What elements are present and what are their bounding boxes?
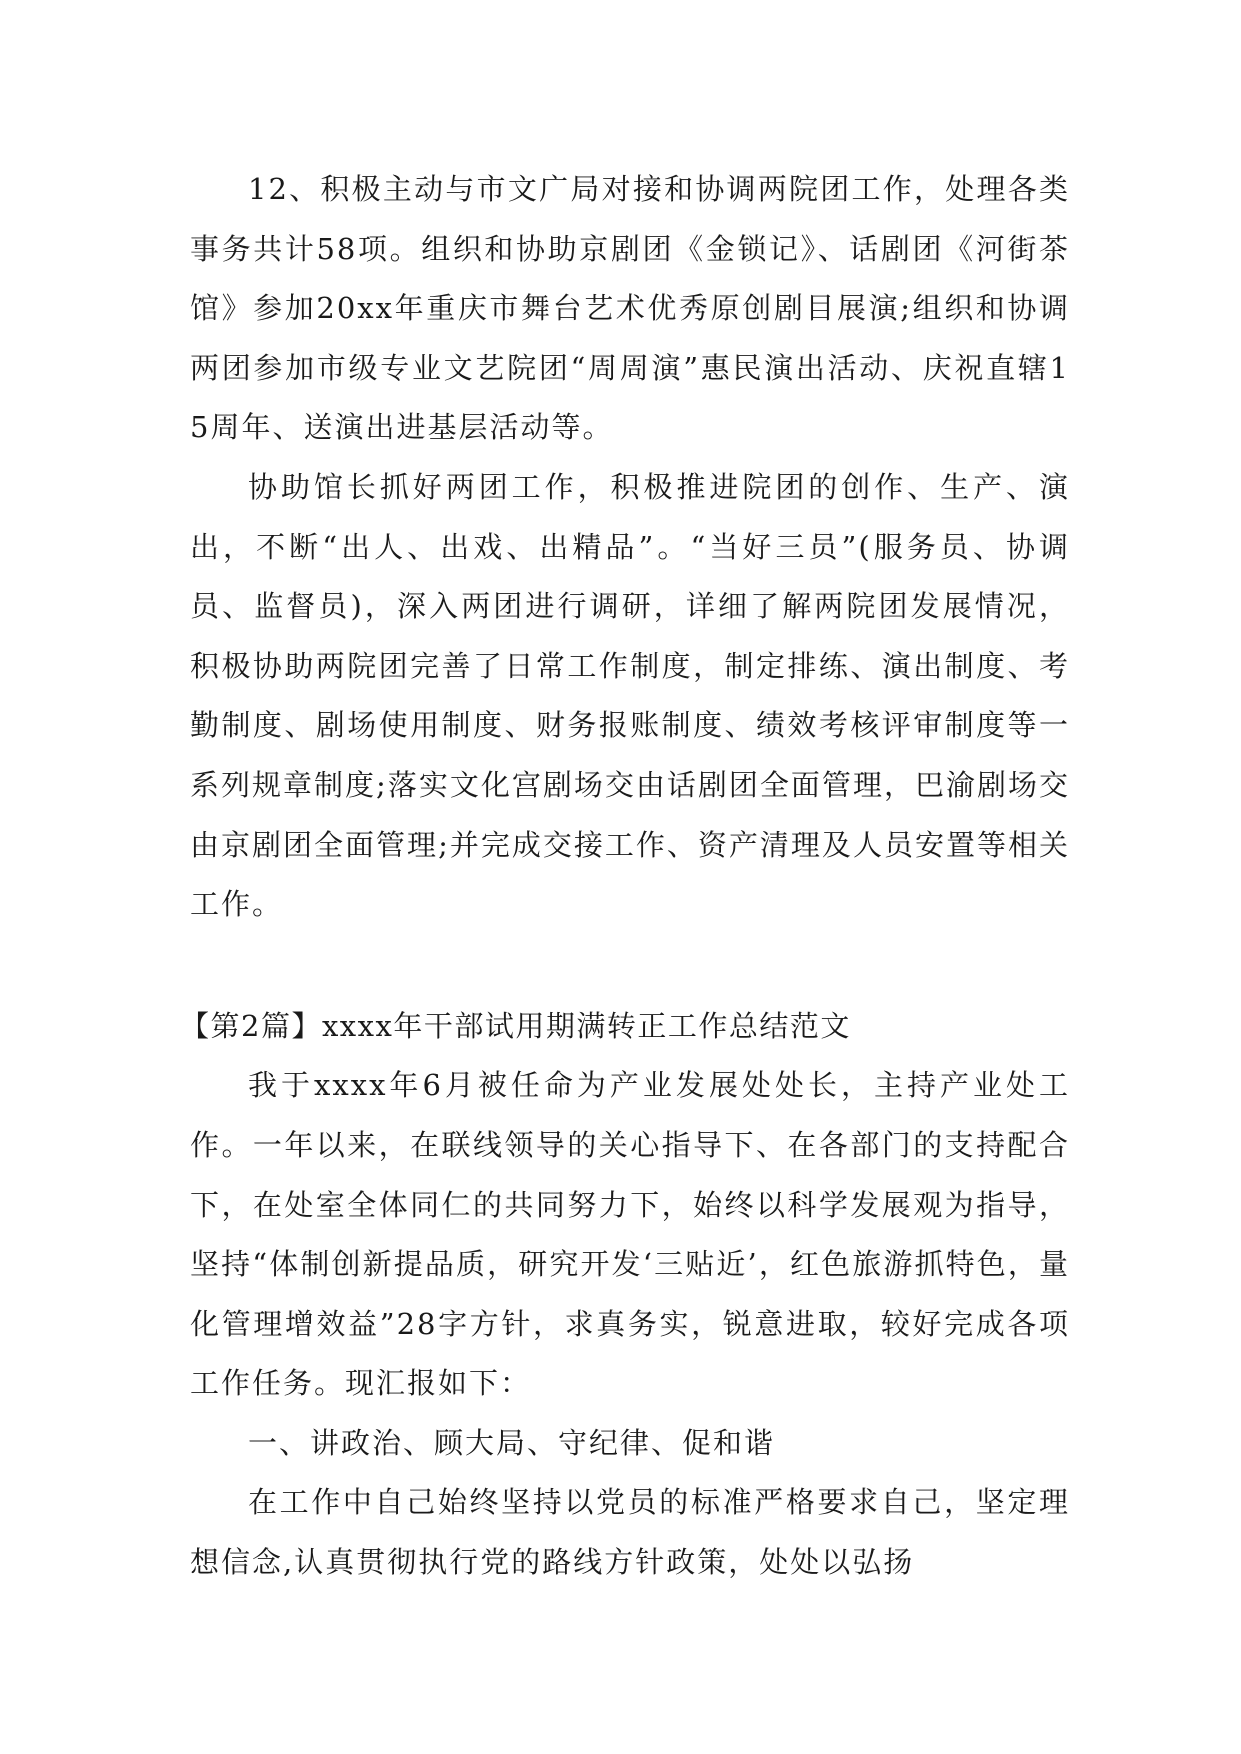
paragraph-intro: 我于xxxx年6月被任命为产业发展处处长，主持产业处工作。一年以来，在联线领导的关心指导下、在各部门的支持配合下，在处室全体同仁的共同努力下，始终以科学发展观为指导，坚持“体制创新提品质，研究开发‘三贴近’，红色旅游抓特色，量化管理增效益”28字方针，求真务实，锐意进取，较好完成各项工作任务。现汇报如下： bbox=[190, 1068, 1070, 1401]
section-spacer bbox=[190, 935, 1070, 997]
section-heading: 【第2篇】xxxx年干部试用期满转正工作总结范文 bbox=[180, 1008, 851, 1043]
paragraph-party-standard: 在工作中自己始终坚持以党员的标准严格要求自己，坚定理想信念,认真贯彻执行党的路线方针政策，处处以弘扬 bbox=[190, 1485, 1070, 1580]
paragraph-theater-management: 协助馆长抓好两团工作，积极推进院团的创作、生产、演出，不断“出人、出戏、出精品”。“当好三员”(服务员、协调员、监督员)，深入两团进行调研，详细了解两院团发展情况，积极协助两院团完善了日常工作制度，制定排练、演出制度、考勤制度、剧场使用制度、财务报账制度、绩效考核评审制度等一系列规章制度;落实文化宫剧场交由话剧团全面管理，巴渝剧场交由京剧团全面管理;并完成交接工作、资产清理及人员安置等相关工作。 bbox=[190, 469, 1070, 922]
document-page bbox=[180, 160, 1070, 1593]
subheading-politics: 一、讲政治、顾大局、守纪律、促和谐 bbox=[248, 1425, 776, 1460]
paragraph-item-12: 12、积极主动与市文广局对接和协调两院团工作，处理各类事务共计58项。组织和协助京剧团《金锁记》、话剧团《河街茶馆》参加20xx年重庆市舞台艺术优秀原创剧目展演;组织和协调两团参加市级专业文艺院团“周周演”惠民演出活动、庆祝直辖15周年、送演出进基层活动等。 bbox=[190, 172, 1070, 445]
